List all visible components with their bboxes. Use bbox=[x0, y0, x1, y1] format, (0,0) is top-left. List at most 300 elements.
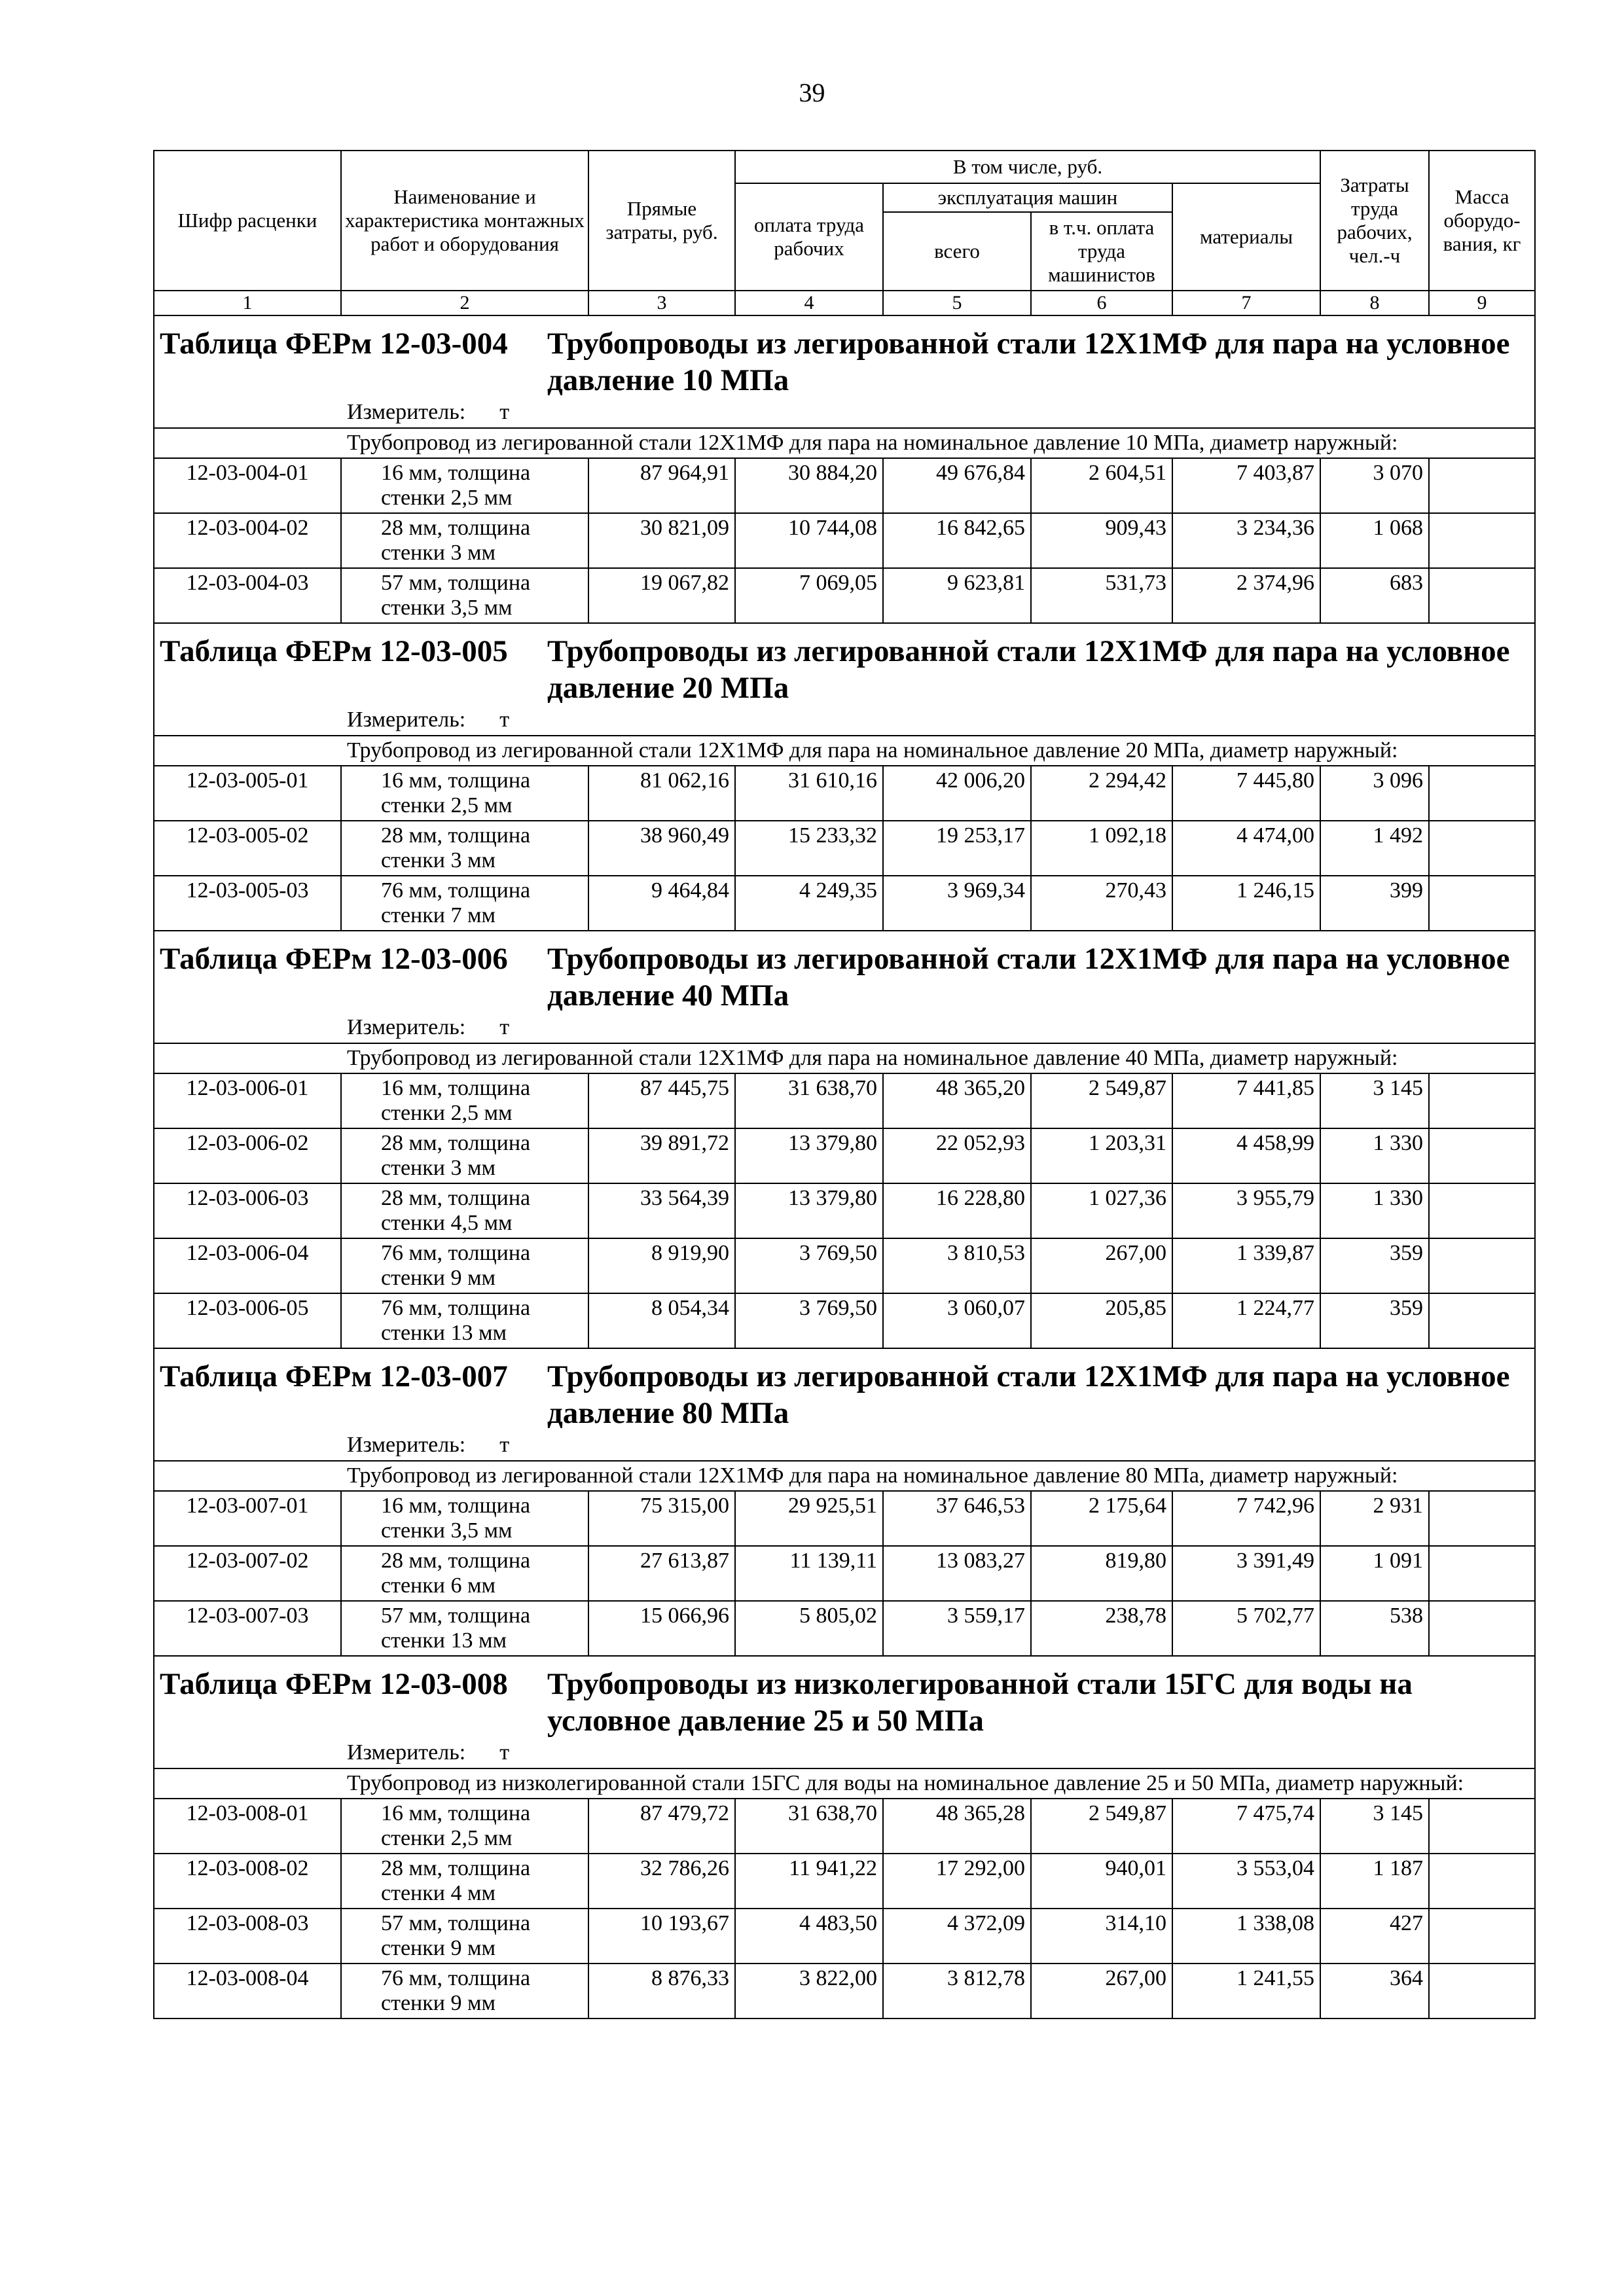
work-name-line-1: 16 мм, толщина bbox=[381, 1801, 531, 1825]
table-row bbox=[154, 1128, 1535, 1183]
equipment-mass bbox=[1429, 1293, 1535, 1348]
work-name-line-2: стенки 4 мм bbox=[381, 1881, 496, 1905]
section-label: Таблица ФЕРм 12-03-004 bbox=[160, 327, 508, 361]
machinist-pay: 267,00 bbox=[1031, 1238, 1172, 1293]
labor-hours: 538 bbox=[1320, 1601, 1429, 1656]
column-number: 6 bbox=[1031, 291, 1172, 315]
header-row-1 bbox=[154, 151, 1535, 183]
materials-cost: 1 224,77 bbox=[1172, 1293, 1320, 1348]
section-title: Трубопроводы из легированной стали 12Х1МФ для пара на условное давление 20 МПа bbox=[547, 634, 1510, 705]
column-number: 4 bbox=[735, 291, 883, 315]
equipment-mass bbox=[1429, 458, 1535, 513]
rate-code: 12-03-004-03 bbox=[154, 568, 341, 623]
description-cell bbox=[154, 736, 1535, 766]
measure-unit: т bbox=[499, 400, 510, 424]
measure-cell bbox=[154, 1431, 1535, 1461]
work-name bbox=[341, 1491, 588, 1546]
section-title: Трубопроводы из легированной стали 12Х1МФ для пара на условное давление 40 МПа bbox=[547, 942, 1510, 1013]
work-name-line-1: 57 мм, толщина bbox=[381, 571, 531, 595]
direct-cost: 33 564,39 bbox=[588, 1183, 735, 1238]
section-title-row bbox=[154, 1656, 1535, 1739]
work-name-line-2: стенки 3 мм bbox=[381, 1156, 496, 1180]
work-name-line-2: стенки 9 мм bbox=[381, 1936, 496, 1960]
work-name bbox=[341, 1128, 588, 1183]
table-row bbox=[154, 1799, 1535, 1854]
materials-cost: 3 553,04 bbox=[1172, 1854, 1320, 1909]
measure bbox=[160, 1739, 1529, 1767]
machines-total: 37 646,53 bbox=[883, 1491, 1031, 1546]
materials-cost: 3 955,79 bbox=[1172, 1183, 1320, 1238]
machinist-pay: 531,73 bbox=[1031, 568, 1172, 623]
labor-hours: 1 091 bbox=[1320, 1546, 1429, 1601]
rate-code: 12-03-006-01 bbox=[154, 1073, 341, 1128]
direct-cost: 19 067,82 bbox=[588, 568, 735, 623]
work-name bbox=[341, 1293, 588, 1348]
section-title-cell bbox=[154, 623, 1535, 706]
equipment-mass bbox=[1429, 1854, 1535, 1909]
rate-code: 12-03-004-01 bbox=[154, 458, 341, 513]
work-name-line-1: 16 мм, толщина bbox=[381, 1494, 531, 1518]
description-row bbox=[154, 1768, 1535, 1799]
labor-pay: 4 249,35 bbox=[735, 876, 883, 931]
machinist-pay: 2 604,51 bbox=[1031, 458, 1172, 513]
section-title-row bbox=[154, 623, 1535, 706]
work-name-line-1: 16 мм, толщина bbox=[381, 461, 531, 485]
machinist-pay: 238,78 bbox=[1031, 1601, 1172, 1656]
column-number: 1 bbox=[154, 291, 341, 315]
description-cell bbox=[154, 1461, 1535, 1491]
equipment-mass bbox=[1429, 1183, 1535, 1238]
direct-cost: 8 919,90 bbox=[588, 1238, 735, 1293]
description-cell bbox=[154, 1043, 1535, 1073]
measure bbox=[160, 1014, 1529, 1041]
work-name-line-2: стенки 3 мм bbox=[381, 541, 496, 565]
labor-pay: 10 744,08 bbox=[735, 513, 883, 568]
direct-cost: 30 821,09 bbox=[588, 513, 735, 568]
section-title: Трубопроводы из низколегированной стали 15ГС для воды на условное давление 25 и 50 МПа bbox=[547, 1667, 1413, 1738]
machinist-pay: 2 549,87 bbox=[1031, 1073, 1172, 1128]
work-name bbox=[341, 1854, 588, 1909]
section-heading bbox=[160, 1358, 1529, 1431]
section-label: Таблица ФЕРм 12-03-008 bbox=[160, 1667, 508, 1701]
header-direct: Прямые затраты, руб. bbox=[588, 151, 735, 291]
work-name-line-2: стенки 3,5 мм bbox=[381, 596, 513, 620]
machinist-pay: 2 175,64 bbox=[1031, 1491, 1172, 1546]
work-name bbox=[341, 821, 588, 876]
rate-code: 12-03-008-03 bbox=[154, 1909, 341, 1964]
materials-cost: 7 475,74 bbox=[1172, 1799, 1320, 1854]
work-name bbox=[341, 1073, 588, 1128]
materials-cost: 7 441,85 bbox=[1172, 1073, 1320, 1128]
section-title-cell bbox=[154, 931, 1535, 1014]
measure-label: Измеритель: bbox=[347, 708, 466, 732]
measure-unit: т bbox=[499, 1433, 510, 1457]
work-name bbox=[341, 1799, 588, 1854]
machinist-pay: 267,00 bbox=[1031, 1964, 1172, 2018]
measure-row bbox=[154, 1431, 1535, 1461]
machinist-pay: 270,43 bbox=[1031, 876, 1172, 931]
labor-hours: 1 330 bbox=[1320, 1128, 1429, 1183]
table-row bbox=[154, 513, 1535, 568]
table-row bbox=[154, 1491, 1535, 1546]
direct-cost: 81 062,16 bbox=[588, 766, 735, 821]
work-name-line-1: 28 мм, толщина bbox=[381, 1131, 531, 1155]
rate-code: 12-03-006-04 bbox=[154, 1238, 341, 1293]
equipment-mass bbox=[1429, 513, 1535, 568]
table-row bbox=[154, 766, 1535, 821]
work-name-line-1: 28 мм, толщина bbox=[381, 516, 531, 540]
work-name-line-2: стенки 9 мм bbox=[381, 1991, 496, 2015]
work-name bbox=[341, 1238, 588, 1293]
machines-total: 49 676,84 bbox=[883, 458, 1031, 513]
work-name-line-1: 57 мм, толщина bbox=[381, 1911, 531, 1935]
labor-pay: 31 638,70 bbox=[735, 1799, 883, 1854]
direct-cost: 8 876,33 bbox=[588, 1964, 735, 2018]
page-number: 39 bbox=[799, 78, 825, 107]
work-name-line-2: стенки 3,5 мм bbox=[381, 1518, 513, 1543]
work-name-line-2: стенки 7 мм bbox=[381, 903, 496, 927]
labor-hours: 364 bbox=[1320, 1964, 1429, 2018]
measure-cell bbox=[154, 399, 1535, 428]
rate-code: 12-03-004-02 bbox=[154, 513, 341, 568]
description-row bbox=[154, 428, 1535, 458]
labor-hours: 427 bbox=[1320, 1909, 1429, 1964]
labor-pay: 29 925,51 bbox=[735, 1491, 883, 1546]
labor-hours: 1 187 bbox=[1320, 1854, 1429, 1909]
direct-cost: 39 891,72 bbox=[588, 1128, 735, 1183]
section-label: Таблица ФЕРм 12-03-006 bbox=[160, 942, 508, 976]
labor-hours: 683 bbox=[1320, 568, 1429, 623]
machinist-pay: 314,10 bbox=[1031, 1909, 1172, 1964]
section-description: Трубопровод из низколегированной стали 15ГС для воды на номинальное давление 25 и 50 МПа, диаметр наружный: bbox=[347, 1771, 1464, 1795]
work-name-line-1: 16 мм, толщина bbox=[381, 1076, 531, 1100]
section-title-cell bbox=[154, 315, 1535, 399]
header-name: Наименование и характеристика монтажных работ и оборудования bbox=[341, 151, 588, 291]
direct-cost: 9 464,84 bbox=[588, 876, 735, 931]
labor-hours: 1 492 bbox=[1320, 821, 1429, 876]
rate-code: 12-03-007-01 bbox=[154, 1491, 341, 1546]
labor-pay: 3 769,50 bbox=[735, 1293, 883, 1348]
labor-hours: 3 096 bbox=[1320, 766, 1429, 821]
measure-unit: т bbox=[499, 708, 510, 732]
rate-code: 12-03-006-05 bbox=[154, 1293, 341, 1348]
direct-cost: 15 066,96 bbox=[588, 1601, 735, 1656]
description-cell bbox=[154, 1768, 1535, 1799]
equipment-mass bbox=[1429, 1799, 1535, 1854]
measure-label: Измеритель: bbox=[347, 1015, 466, 1039]
equipment-mass bbox=[1429, 1601, 1535, 1656]
rate-code: 12-03-008-02 bbox=[154, 1854, 341, 1909]
work-name bbox=[341, 1601, 588, 1656]
section-label: Таблица ФЕРм 12-03-007 bbox=[160, 1359, 508, 1393]
work-name bbox=[341, 1183, 588, 1238]
work-name bbox=[341, 1909, 588, 1964]
labor-pay: 31 610,16 bbox=[735, 766, 883, 821]
rate-code: 12-03-008-04 bbox=[154, 1964, 341, 2018]
table-row bbox=[154, 821, 1535, 876]
equipment-mass bbox=[1429, 1546, 1535, 1601]
work-name-line-2: стенки 4,5 мм bbox=[381, 1211, 513, 1235]
work-name-line-2: стенки 2,5 мм bbox=[381, 1826, 513, 1850]
labor-pay: 3 769,50 bbox=[735, 1238, 883, 1293]
machinist-pay: 909,43 bbox=[1031, 513, 1172, 568]
work-name-line-1: 16 мм, толщина bbox=[381, 768, 531, 793]
machines-total: 3 060,07 bbox=[883, 1293, 1031, 1348]
table-row bbox=[154, 1293, 1535, 1348]
direct-cost: 87 479,72 bbox=[588, 1799, 735, 1854]
machinist-pay: 1 027,36 bbox=[1031, 1183, 1172, 1238]
machines-total: 48 365,20 bbox=[883, 1073, 1031, 1128]
labor-pay: 3 822,00 bbox=[735, 1964, 883, 2018]
measure-row bbox=[154, 706, 1535, 736]
header-machines: эксплуатация машин bbox=[883, 183, 1172, 212]
machines-total: 42 006,20 bbox=[883, 766, 1031, 821]
work-name-line-1: 28 мм, толщина bbox=[381, 1549, 531, 1573]
work-name-line-1: 28 мм, толщина bbox=[381, 1186, 531, 1210]
equipment-mass bbox=[1429, 876, 1535, 931]
direct-cost: 87 445,75 bbox=[588, 1073, 735, 1128]
machines-total: 9 623,81 bbox=[883, 568, 1031, 623]
direct-cost: 27 613,87 bbox=[588, 1546, 735, 1601]
labor-hours: 3 145 bbox=[1320, 1073, 1429, 1128]
table-row bbox=[154, 458, 1535, 513]
description-row bbox=[154, 736, 1535, 766]
measure-cell bbox=[154, 706, 1535, 736]
description-cell bbox=[154, 428, 1535, 458]
section-title-row bbox=[154, 315, 1535, 399]
table-row bbox=[154, 1909, 1535, 1964]
labor-pay: 4 483,50 bbox=[735, 1909, 883, 1964]
work-name-line-2: стенки 2,5 мм bbox=[381, 793, 513, 817]
column-number: 5 bbox=[883, 291, 1031, 315]
labor-hours: 359 bbox=[1320, 1293, 1429, 1348]
table-row bbox=[154, 1601, 1535, 1656]
labor-pay: 15 233,32 bbox=[735, 821, 883, 876]
measure bbox=[160, 706, 1529, 734]
measure-label: Измеритель: bbox=[347, 1433, 466, 1457]
column-number: 7 bbox=[1172, 291, 1320, 315]
table-row bbox=[154, 1238, 1535, 1293]
measure bbox=[160, 1431, 1529, 1459]
rate-code: 12-03-008-01 bbox=[154, 1799, 341, 1854]
labor-pay: 13 379,80 bbox=[735, 1183, 883, 1238]
measure bbox=[160, 399, 1529, 426]
header-including: В том числе, руб. bbox=[735, 151, 1320, 183]
labor-hours: 1 330 bbox=[1320, 1183, 1429, 1238]
machines-total: 13 083,27 bbox=[883, 1546, 1031, 1601]
measure-cell bbox=[154, 1739, 1535, 1768]
section-title-row bbox=[154, 1348, 1535, 1431]
machinist-pay: 2 549,87 bbox=[1031, 1799, 1172, 1854]
equipment-mass bbox=[1429, 1964, 1535, 2018]
work-name-line-1: 76 мм, толщина bbox=[381, 878, 531, 903]
rate-code: 12-03-005-03 bbox=[154, 876, 341, 931]
section-heading bbox=[160, 941, 1529, 1014]
work-name-line-2: стенки 3 мм bbox=[381, 848, 496, 872]
materials-cost: 3 234,36 bbox=[1172, 513, 1320, 568]
work-name-line-1: 28 мм, толщина bbox=[381, 823, 531, 848]
section-heading bbox=[160, 1666, 1529, 1739]
equipment-mass bbox=[1429, 1909, 1535, 1964]
work-name-line-1: 28 мм, толщина bbox=[381, 1856, 531, 1880]
machines-total: 17 292,00 bbox=[883, 1854, 1031, 1909]
section-heading bbox=[160, 325, 1529, 399]
labor-pay: 11 139,11 bbox=[735, 1546, 883, 1601]
table-row bbox=[154, 1964, 1535, 2018]
section-title-cell bbox=[154, 1348, 1535, 1431]
table-row bbox=[154, 876, 1535, 931]
header-materials: материалы bbox=[1172, 183, 1320, 291]
section-heading bbox=[160, 633, 1529, 706]
column-number: 3 bbox=[588, 291, 735, 315]
machines-total: 48 365,28 bbox=[883, 1799, 1031, 1854]
section-title: Трубопроводы из легированной стали 12Х1МФ для пара на условное давление 10 МПа bbox=[547, 327, 1510, 397]
direct-cost: 8 054,34 bbox=[588, 1293, 735, 1348]
measure-row bbox=[154, 1014, 1535, 1043]
section-title-cell bbox=[154, 1656, 1535, 1739]
equipment-mass bbox=[1429, 1128, 1535, 1183]
work-name-line-1: 57 мм, толщина bbox=[381, 1604, 531, 1628]
materials-cost: 3 391,49 bbox=[1172, 1546, 1320, 1601]
direct-cost: 75 315,00 bbox=[588, 1491, 735, 1546]
labor-hours: 3 070 bbox=[1320, 458, 1429, 513]
work-name bbox=[341, 766, 588, 821]
work-name-line-2: стенки 2,5 мм bbox=[381, 486, 513, 510]
header-code: Шифр расценки bbox=[154, 151, 341, 291]
materials-cost: 4 474,00 bbox=[1172, 821, 1320, 876]
measure-row bbox=[154, 399, 1535, 428]
measure-row bbox=[154, 1739, 1535, 1768]
rate-code: 12-03-007-02 bbox=[154, 1546, 341, 1601]
labor-pay: 11 941,22 bbox=[735, 1854, 883, 1909]
labor-hours: 359 bbox=[1320, 1238, 1429, 1293]
price-table bbox=[153, 150, 1536, 2019]
work-name bbox=[341, 876, 588, 931]
labor-hours: 1 068 bbox=[1320, 513, 1429, 568]
machinist-pay: 1 203,31 bbox=[1031, 1128, 1172, 1183]
column-number: 9 bbox=[1429, 291, 1535, 315]
work-name bbox=[341, 1964, 588, 2018]
work-name-line-2: стенки 13 мм bbox=[381, 1628, 507, 1653]
description-row bbox=[154, 1461, 1535, 1491]
measure-unit: т bbox=[499, 1015, 510, 1039]
labor-hours: 2 931 bbox=[1320, 1491, 1429, 1546]
direct-cost: 32 786,26 bbox=[588, 1854, 735, 1909]
equipment-mass bbox=[1429, 1073, 1535, 1128]
machinist-pay: 1 092,18 bbox=[1031, 821, 1172, 876]
labor-pay: 30 884,20 bbox=[735, 458, 883, 513]
rate-code: 12-03-006-02 bbox=[154, 1128, 341, 1183]
column-numbers-row bbox=[154, 291, 1535, 315]
section-label: Таблица ФЕРм 12-03-005 bbox=[160, 634, 508, 668]
table-row bbox=[154, 1073, 1535, 1128]
table-row bbox=[154, 1546, 1535, 1601]
work-name-line-2: стенки 13 мм bbox=[381, 1321, 507, 1345]
materials-cost: 1 338,08 bbox=[1172, 1909, 1320, 1964]
materials-cost: 5 702,77 bbox=[1172, 1601, 1320, 1656]
work-name bbox=[341, 1546, 588, 1601]
labor-hours: 3 145 bbox=[1320, 1799, 1429, 1854]
work-name-line-1: 76 мм, толщина bbox=[381, 1241, 531, 1265]
measure-cell bbox=[154, 1014, 1535, 1043]
labor-pay: 5 805,02 bbox=[735, 1601, 883, 1656]
work-name-line-2: стенки 9 мм bbox=[381, 1266, 496, 1290]
section-description: Трубопровод из легированной стали 12Х1МФ для пара на номинальное давление 10 МПа, диаметр наружный: bbox=[347, 431, 1398, 455]
work-name-line-2: стенки 6 мм bbox=[381, 1573, 496, 1598]
machines-total: 3 969,34 bbox=[883, 876, 1031, 931]
measure-label: Измеритель: bbox=[347, 400, 466, 424]
materials-cost: 1 246,15 bbox=[1172, 876, 1320, 931]
measure-unit: т bbox=[499, 1740, 510, 1765]
header-labor-cost: Затраты труда рабочих, чел.-ч bbox=[1320, 151, 1429, 291]
rate-code: 12-03-007-03 bbox=[154, 1601, 341, 1656]
machines-total: 4 372,09 bbox=[883, 1909, 1031, 1964]
labor-pay: 7 069,05 bbox=[735, 568, 883, 623]
labor-pay: 31 638,70 bbox=[735, 1073, 883, 1128]
column-number: 8 bbox=[1320, 291, 1429, 315]
table-row bbox=[154, 1183, 1535, 1238]
header-mass: Масса оборудо-вания, кг bbox=[1429, 151, 1535, 291]
section-description: Трубопровод из легированной стали 12Х1МФ для пара на номинальное давление 20 МПа, диаметр наружный: bbox=[347, 738, 1398, 762]
direct-cost: 38 960,49 bbox=[588, 821, 735, 876]
materials-cost: 7 403,87 bbox=[1172, 458, 1320, 513]
materials-cost: 7 742,96 bbox=[1172, 1491, 1320, 1546]
materials-cost: 1 241,55 bbox=[1172, 1964, 1320, 2018]
section-description: Трубопровод из легированной стали 12Х1МФ для пара на номинальное давление 40 МПа, диаметр наружный: bbox=[347, 1046, 1398, 1070]
machinist-pay: 819,80 bbox=[1031, 1546, 1172, 1601]
machines-total: 3 559,17 bbox=[883, 1601, 1031, 1656]
header-machinist-pay: в т.ч. оплата труда машинистов bbox=[1031, 212, 1172, 291]
work-name bbox=[341, 513, 588, 568]
work-name-line-1: 76 мм, толщина bbox=[381, 1296, 531, 1320]
machinist-pay: 940,01 bbox=[1031, 1854, 1172, 1909]
section-title-row bbox=[154, 931, 1535, 1014]
machines-total: 16 842,65 bbox=[883, 513, 1031, 568]
direct-cost: 10 193,67 bbox=[588, 1909, 735, 1964]
equipment-mass bbox=[1429, 766, 1535, 821]
equipment-mass bbox=[1429, 1491, 1535, 1546]
materials-cost: 7 445,80 bbox=[1172, 766, 1320, 821]
description-row bbox=[154, 1043, 1535, 1073]
direct-cost: 87 964,91 bbox=[588, 458, 735, 513]
equipment-mass bbox=[1429, 1238, 1535, 1293]
labor-pay: 13 379,80 bbox=[735, 1128, 883, 1183]
machines-total: 22 052,93 bbox=[883, 1128, 1031, 1183]
materials-cost: 2 374,96 bbox=[1172, 568, 1320, 623]
machines-total: 16 228,80 bbox=[883, 1183, 1031, 1238]
column-number: 2 bbox=[341, 291, 588, 315]
work-name-line-2: стенки 2,5 мм bbox=[381, 1101, 513, 1125]
equipment-mass bbox=[1429, 821, 1535, 876]
header-labor-pay: оплата труда рабочих bbox=[735, 183, 883, 291]
machinist-pay: 205,85 bbox=[1031, 1293, 1172, 1348]
machines-total: 19 253,17 bbox=[883, 821, 1031, 876]
section-description: Трубопровод из легированной стали 12Х1МФ для пара на номинальное давление 80 МПа, диаметр наружный: bbox=[347, 1463, 1398, 1488]
work-name bbox=[341, 458, 588, 513]
table-row bbox=[154, 568, 1535, 623]
rate-code: 12-03-005-01 bbox=[154, 766, 341, 821]
section-title: Трубопроводы из легированной стали 12Х1МФ для пара на условное давление 80 МПа bbox=[547, 1359, 1510, 1430]
equipment-mass bbox=[1429, 568, 1535, 623]
machines-total: 3 810,53 bbox=[883, 1238, 1031, 1293]
labor-hours: 399 bbox=[1320, 876, 1429, 931]
materials-cost: 1 339,87 bbox=[1172, 1238, 1320, 1293]
materials-cost: 4 458,99 bbox=[1172, 1128, 1320, 1183]
machinist-pay: 2 294,42 bbox=[1031, 766, 1172, 821]
header-machines-total: всего bbox=[883, 212, 1031, 291]
work-name bbox=[341, 568, 588, 623]
work-name-line-1: 76 мм, толщина bbox=[381, 1966, 531, 1990]
